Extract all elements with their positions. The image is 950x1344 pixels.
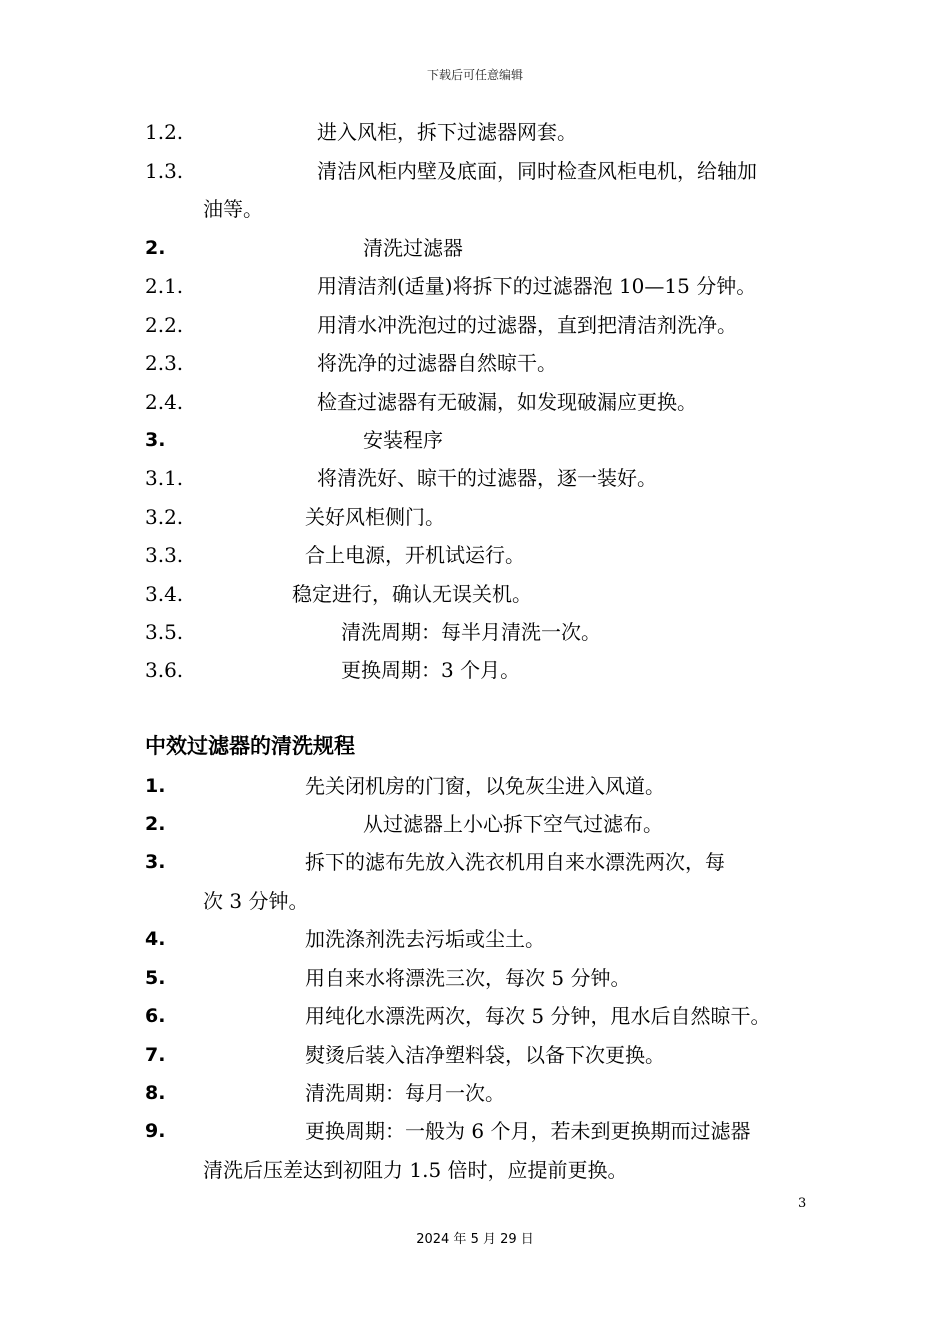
item-number: 1.3.	[145, 159, 184, 183]
item-number: 9.	[145, 1120, 166, 1142]
item-text: 更换周期：3 个月。	[341, 658, 521, 682]
item-text: 合上电源，开机试运行。	[305, 543, 525, 567]
item-number: 1.2.	[145, 120, 184, 144]
item-text: 进入风柜，拆下过滤器网套。	[317, 120, 577, 144]
item-text: 用纯化水漂洗两次，每次 5 分钟，甩水后自然晾干。	[305, 1004, 771, 1028]
item-number: 2.2.	[145, 313, 184, 337]
item-number: 3.1.	[145, 466, 184, 490]
item-text: 关好风柜侧门。	[305, 505, 445, 529]
page-footer-date: 2024 年 5 月 29 日	[416, 1232, 534, 1247]
item-number: 2.	[145, 237, 166, 259]
item-text: 清洗周期：每月一次。	[305, 1081, 505, 1105]
page-number: 3	[798, 1196, 807, 1211]
item-number: 3.4.	[145, 582, 184, 606]
item-text-continued: 清洗后压差达到初阻力 1.5 倍时，应提前更换。	[203, 1158, 628, 1182]
item-number: 4.	[145, 928, 166, 950]
item-text: 清洁风柜内壁及底面，同时检查风柜电机，给轴加	[317, 159, 757, 183]
item-text: 更换周期：一般为 6 个月，若未到更换期而过滤器	[305, 1119, 751, 1143]
item-text: 稳定进行，确认无误关机。	[292, 582, 532, 606]
item-number: 3.6.	[145, 658, 184, 682]
item-number: 8.	[145, 1082, 166, 1104]
item-number: 2.1.	[145, 274, 184, 298]
item-text: 用清水冲洗泡过的过滤器，直到把清洁剂洗净。	[317, 313, 737, 337]
item-text: 将洗净的过滤器自然晾干。	[317, 351, 557, 375]
item-number: 2.3.	[145, 351, 184, 375]
item-text: 检查过滤器有无破漏，如发现破漏应更换。	[317, 390, 697, 414]
item-text: 清洗周期：每半月清洗一次。	[341, 620, 601, 644]
item-text: 安装程序	[363, 428, 443, 452]
item-text-continued: 油等。	[203, 197, 263, 221]
item-text: 清洗过滤器	[363, 236, 463, 260]
item-number: 3.2.	[145, 505, 184, 529]
item-number: 2.4.	[145, 390, 184, 414]
item-number: 3.3.	[145, 543, 184, 567]
item-text: 先关闭机房的门窗，以免灰尘进入风道。	[305, 774, 665, 798]
item-number: 5.	[145, 967, 166, 989]
item-text: 拆下的滤布先放入洗衣机用自来水漂洗两次，每	[305, 850, 725, 874]
item-number: 3.	[145, 851, 166, 873]
item-number: 2.	[145, 813, 166, 835]
item-text: 加洗涤剂洗去污垢或尘土。	[305, 927, 545, 951]
item-text-continued: 次 3 分钟。	[203, 889, 309, 913]
item-number: 3.5.	[145, 620, 184, 644]
item-number: 7.	[145, 1044, 166, 1066]
item-text: 将清洗好、晾干的过滤器，逐一装好。	[317, 466, 657, 490]
page-header: 下载后可任意编辑	[426, 68, 523, 82]
section-title: 中效过滤器的清洗规程	[145, 734, 355, 758]
item-text: 熨烫后装入洁净塑料袋，以备下次更换。	[305, 1043, 665, 1067]
item-text: 用自来水将漂洗三次，每次 5 分钟。	[305, 966, 631, 990]
item-number: 1.	[145, 775, 166, 797]
item-text: 从过滤器上小心拆下空气过滤布。	[363, 812, 663, 836]
item-number: 3.	[145, 429, 166, 451]
item-text: 用清洁剂(适量)将拆下的过滤器泡 10—15 分钟。	[317, 274, 757, 298]
item-number: 6.	[145, 1005, 166, 1027]
